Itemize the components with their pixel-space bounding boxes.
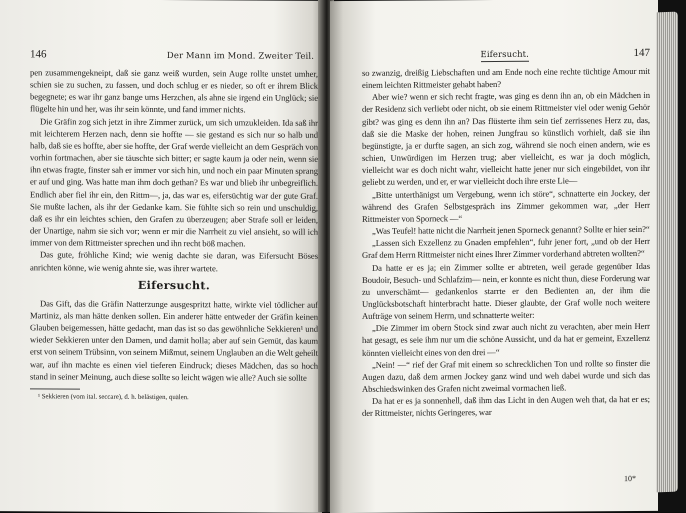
left-running-head: Der Mann im Mond. Zweiter Teil. xyxy=(166,51,314,62)
right-page-number: 147 xyxy=(633,46,650,60)
section-heading: Eifersucht. xyxy=(137,278,211,292)
paragraph: Aber wie? wenn er sich recht fragte, was ging es denn ihn an, ob ein Mädchen in der Residenz sich verliebt oder nicht, ob sie einem Rittmeister viel oder wenig Gehör gibt? was ging es denn ihn an? Das flüsterte ihm sein tief zerrissenes Herz zu, das, daß sie die Maske der hohen, reinen Jungfrau so künstlich vorhielt, daß sie ihn begünstigte, ja er durfte sagen, an sich zog, während sie noch einen andern, wie es schien, Unwürdigen im Herzen trug; aber vielleicht, es war ja doch möglich, vielleicht war es doch nicht wahr, vielleicht hatte jener nur sich eingebildet, von ihr geliebt zu werden, und er, er war vielleicht doch ihre erste Lie— xyxy=(362,90,650,188)
left-page xyxy=(0,0,322,513)
left-page-number: 146 xyxy=(30,48,47,61)
paragraph: „Was Teufel! hatte nicht die Narrheit jenen Sporneck genannt? Sollte er hier sein?“ xyxy=(372,223,650,236)
paragraph: Da hatte er es ja; ein Zimmer sollte er abtreten, weil gerade gegenüber Idas Boudoir, Besuch- und Schlafzim— nein, er konnte es nicht thun, diese Forderung war zu unverschämt— gedankenlos starrte er den Bedienten an, der ihm die Unglücksbotschaft hinterbracht hatte. Dieser glaubte, der Graf wolle noch weitere Aufträge von seinem Herrn, und schnatterte weiter: xyxy=(362,260,650,322)
left-page-header xyxy=(30,48,318,64)
paragraph: „Nein! —“ rief der Graf mit einem so schrecklichen Ton und rollte so finster die Augen dazu, daß dem armen Jockey ganz wind und weh dabei wurde und sich das Abschiedswinken des Grafen nicht zweimal vormachen ließ. xyxy=(362,357,650,394)
signature-mark: 10* xyxy=(624,474,636,484)
paragraph: „Bitte unterthänigst um Vergebung, wenn ich störe“, schnatterte ein Jockey, der während des Grafen Selbstgespräch ins Zimmer gekommen war, „der Herr Rittmeister von Sporneck —“ xyxy=(362,187,650,224)
paragraph: „Die Zimmer im obern Stock sind zwar auch nicht zu verachten, aber mein Herr hat gesagt, es seie ihm nur um die schöne Aussicht, und da hat er gemeint, Exzellenz könnten vielleicht eines von den drei —“ xyxy=(362,321,650,358)
right-page-text xyxy=(362,65,650,420)
paragraph: pen zusammengekneipt, daß sie ganz weiß wurden, sein Auge rollte unstet umher, schien sie zu suchen, zu fassen, und doch schlug er es nieder, so oft er ihrem Blick begegnete; es war ihr ganz bange ums Herzchen, als ahne sie irgend ein Unglück; sie flügelte hin und her, was ihr sein könnte, und fand immer nichts. xyxy=(30,67,318,115)
right-page-header xyxy=(362,47,650,63)
page-edges xyxy=(656,12,678,493)
paragraph: Da hat er es ja sonnenhell, daß ihm das Licht in den Augen weh that, da hat er es; der Rittmeister, nichts Geringeres, war xyxy=(362,394,650,419)
paragraph: Das gute, fröhliche Kind; wie wenig dachte sie daran, was Eifersucht Böses anrichten könne, wie wenig ahnte sie, was ihrer wartete. xyxy=(30,249,318,273)
right-page xyxy=(330,0,658,513)
right-running-head: Eifersucht. xyxy=(480,49,529,61)
paragraph: „Lassen sich Exzellenz zu Gnaden empfehlen“, fuhr jener fort, „und ob der Herr Graf dem Herrn Rittmeister nicht eines Ihrer Zimmer vorderhand abtreten wollten?“ xyxy=(362,236,650,261)
footnote: ¹ Sekkieren (vom ital. seccare), d. h. belästigen, quälen. xyxy=(38,393,189,402)
paragraph: Das Gift, das die Gräfin Natterzunge ausgespritzt hatte, wirkte viel tödlicher auf Martiniz, als man hätte denken sollen. Ein anderer hätte entweder der Gräfin keinen Glauben beigemessen, hätte gedacht, man das ist so das gewöhnliche Sekkieren¹ und wieder Sekkieren unter den Damen, und damit holla; aber auf sein Gemüt, das kaum erst von seinem Trübsinn, von seinem Mißmut, seinem Unglauben an die Welt geheilt war, auf ihn machte es einen viel tieferen Eindruck; dieses Mädchen, das so hoch stand in seiner Meinung, auch diese sollte so leicht wägen wie alle? Auch sie sollte xyxy=(30,298,318,383)
footnote-rule xyxy=(30,388,80,389)
paragraph: so zwanzig, dreißig Liebschaften und am Ende noch eine rechte tüchtige Amour mit einem leichten Rittmeister gehabt haben? xyxy=(362,65,650,91)
left-page-text xyxy=(30,66,318,383)
paragraph: Die Gräfin zog sich jetzt in ihre Zimmer zurück, um sich umzukleiden. Ida saß ihr mit leichterem Herzen nach, denn sie hoffte — sie gestand es sich nur so halb und halb, daß sie es hoffte, aber sie hoffte, der Graf werde vielleicht an dem Gespräch von vorhin fortmachen, aber sie täuschte sich bitter; er sagte kaum ja oder nein, wenn sie ihn etwas fragte, finster sah er immer vor sich hin, und noch ein paar Minuten sprang er auf und ging. Was hatte man ihm doch gethan? Es war und blieb ihr unbegreiflich. Endlich aber fiel ihr ein, den Rittm—, ja, das war es, eifersüchtig war der gute Graf. Sie mußte lachen, als ihr der Gedanke kam. Sie fühlte sich so rein und unschuldig, daß es ihr ein leichtes schien, den Grafen zu überzeugen; aber Strafe soll er leiden, der Unartige, nahm sie sich vor; wenn er mir die Narrheit zu viel ansieht, so will ich immer von dem Rittmeister sprechen und ihn recht böß machen. xyxy=(30,115,318,249)
